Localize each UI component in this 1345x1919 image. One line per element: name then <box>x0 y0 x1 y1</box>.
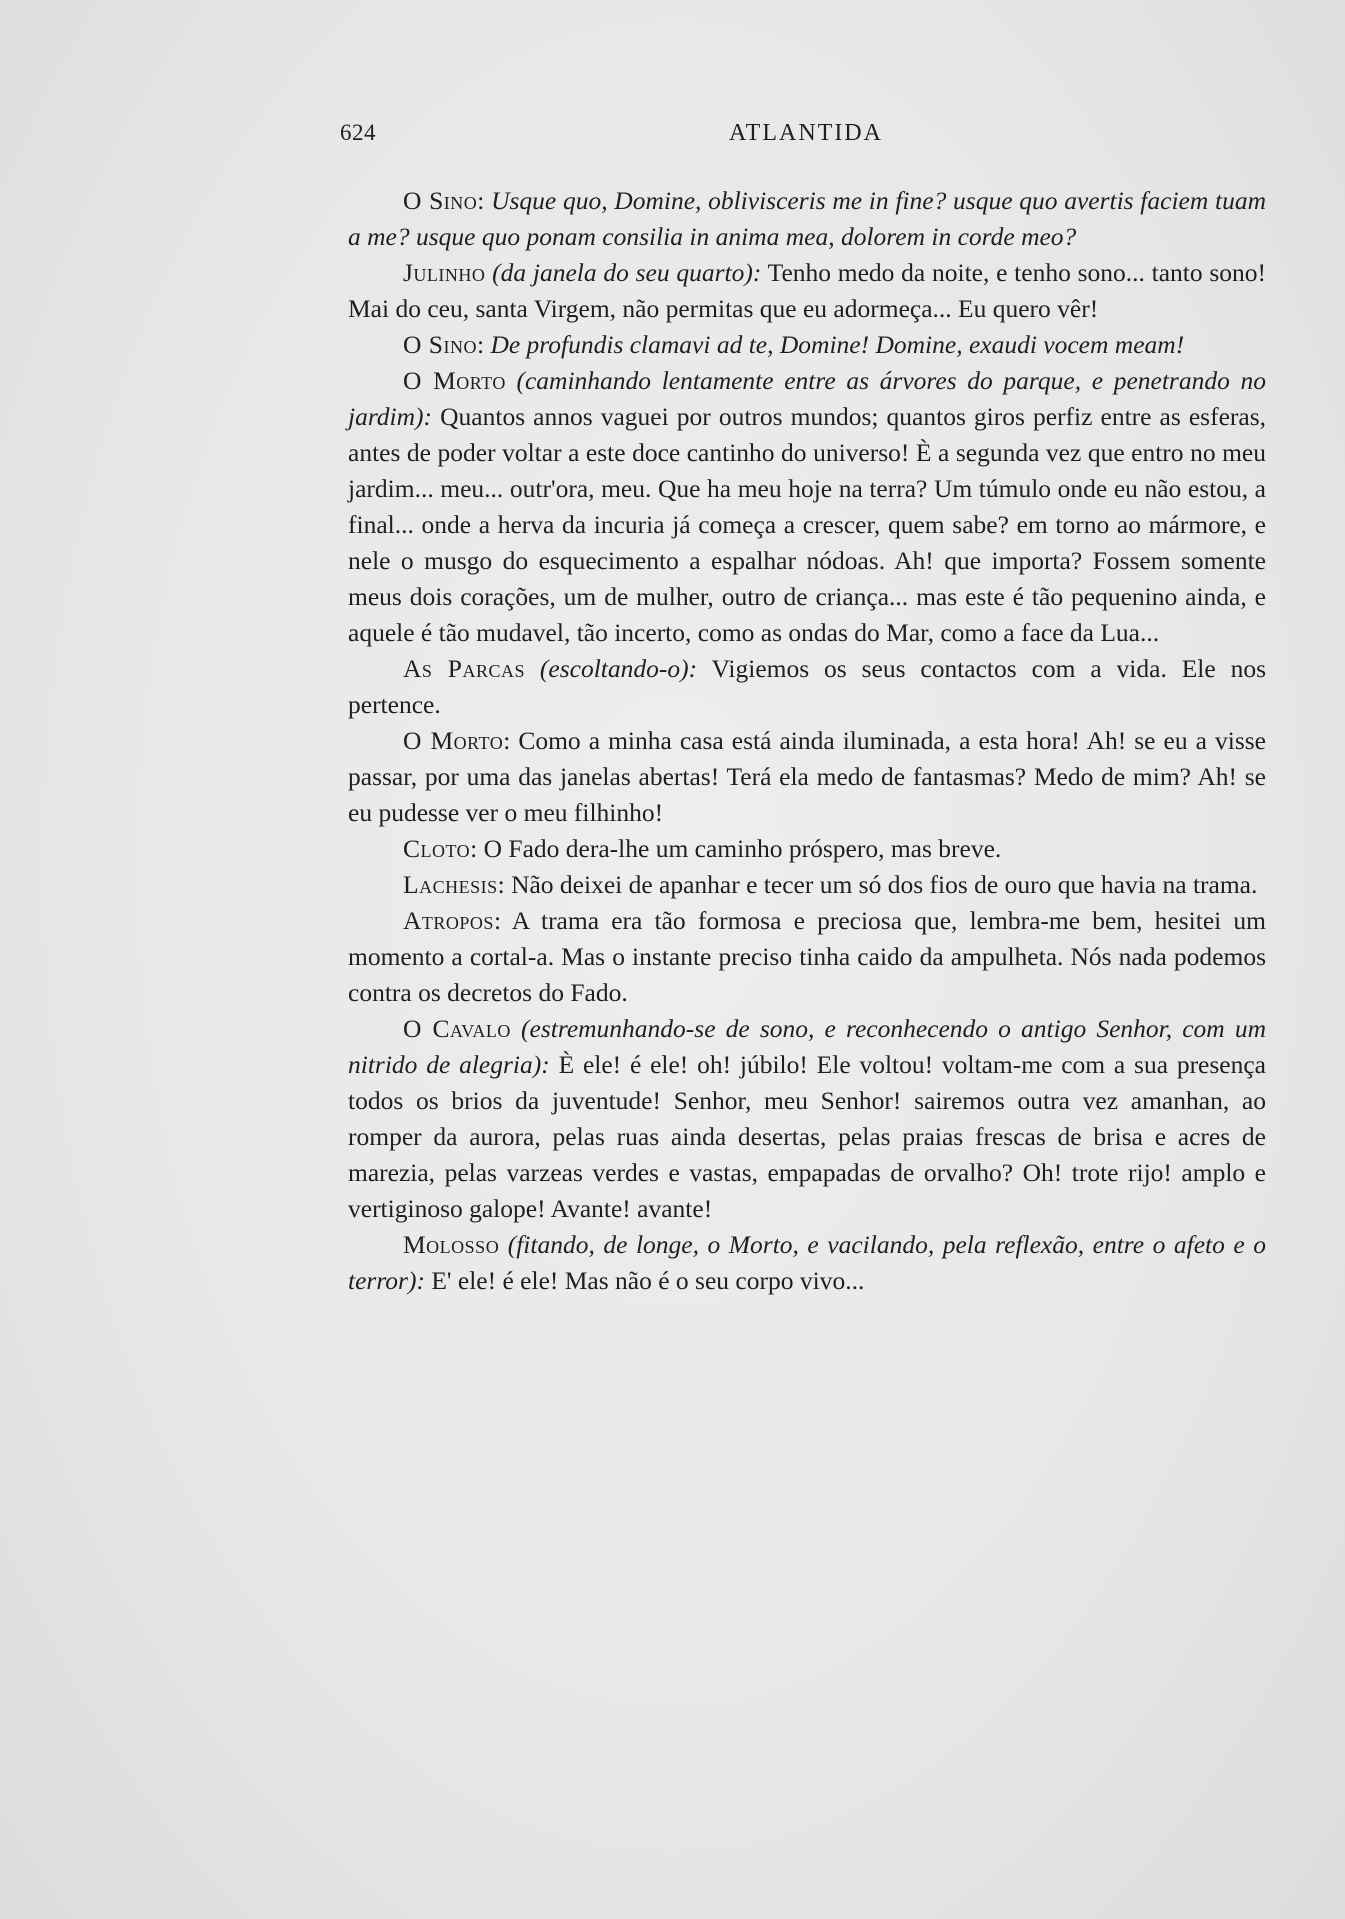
speech: A trama era tão formosa e preciosa que, lembra-me bem, hesitei um momento a cortal-a. Mas o instante preciso tinha caido da ampulheta. Nós nada podemos contra os decretos do Fado. <box>348 906 1266 1007</box>
dialogue-paragraph <box>348 723 1266 831</box>
dialogue-paragraph <box>348 1011 1266 1227</box>
stage-direction: (caminhando lentamente entre as árvores do parque, e penetrando no jardim): <box>348 366 1267 431</box>
dialogue-paragraph <box>348 183 1266 255</box>
stage-direction: (escoltando-o): <box>539 654 698 683</box>
speaker-name: Cloto <box>403 834 471 863</box>
speech: È ele! é ele! oh! júbilo! Ele voltou! voltam-me com a sua presença todos os brios da juventude! Senhor, meu Senhor! sairemos outra vez amanhan, ao romper da aurora, pelas ruas ainda desertas, pelas praias frescas de brisa e acres de marezia, pelas varzeas verdes e vastas, empapadas de orvalho? Oh! trote rijo! amplo e vertiginoso galope! Avante! avante! <box>348 1050 1267 1223</box>
dialogue-paragraph <box>348 831 1266 867</box>
dialogue-paragraph <box>348 363 1266 651</box>
speaker-name: O Cavalo <box>403 1014 511 1043</box>
dialogue-paragraph <box>348 1227 1266 1299</box>
dialogue-paragraph <box>348 651 1266 723</box>
separator: : <box>503 726 519 755</box>
page-header <box>340 120 1272 160</box>
dialogue-text <box>348 183 1266 1299</box>
speech: E' ele! é ele! Mas não é o seu corpo vivo... <box>431 1266 865 1295</box>
running-title: ATLANTIDA <box>729 120 883 146</box>
separator: : <box>476 330 491 359</box>
speaker-name: Lachesis <box>403 870 498 899</box>
separator <box>697 654 711 683</box>
dialogue-paragraph <box>348 327 1266 363</box>
speaker-name: Atropos <box>403 906 494 935</box>
latin-speech: De profundis clamavi ad te, Domine! Domine, exaudi vocem meam! <box>490 330 1185 359</box>
speaker-name: O Sino <box>403 330 477 359</box>
speech: Como a minha casa está ainda iluminada, a esta hora! Ah! se eu a visse passar, por uma das janelas abertas! Terá ela medo de fantasmas? Medo de mim? Ah! se eu pudesse ver o meu filhinho! <box>348 726 1266 827</box>
dialogue-paragraph <box>348 867 1266 903</box>
separator <box>432 402 440 431</box>
separator: : <box>470 834 484 863</box>
stage-direction: (da janela do seu quarto): <box>492 258 762 287</box>
dialogue-paragraph <box>348 255 1266 327</box>
stage-direction: (estremunhando-se de sono, e reconhecendo o antigo Senhor, com um nitrido de alegria): <box>348 1014 1267 1079</box>
speaker-name: O Morto <box>403 726 504 755</box>
speech: Tenho medo da noite, e tenho sono... tanto sono! Mai do ceu, santa Virgem, não permitas que eu adormeça... Eu quero vêr! <box>348 258 1267 323</box>
speaker-name: As Parcas <box>403 654 526 683</box>
speaker-name: O Morto <box>403 366 506 395</box>
speech: O Fado dera-lhe um caminho próspero, mas breve. <box>483 834 1002 863</box>
speech: Não deixei de apanhar e tecer um só dos fios de ouro que havia na trama. <box>511 870 1258 899</box>
stage-direction: (fitando, de longe, o Morto, e vacilando, pela reflexão, entre o afeto e o terror): <box>348 1230 1266 1295</box>
speaker-name: O Sino <box>403 186 478 215</box>
separator: : <box>477 186 492 215</box>
separator <box>550 1050 559 1079</box>
separator: : <box>493 906 512 935</box>
speaker-name: Molosso <box>403 1230 500 1259</box>
separator: : <box>497 870 512 899</box>
latin-speech: Usque quo, Domine, oblivisceris me in fine? usque quo avertis faciem tuam a me? usque quo ponam consilia in anima mea, dolorem in corde meo? <box>348 186 1266 251</box>
speaker-name: Julinho <box>403 258 486 287</box>
page-number: 624 <box>340 120 376 145</box>
speech: Quantos annos vaguei por outros mundos; quantos giros perfiz entre as esferas, antes de poder voltar a este doce cantinho do universo! È a segunda vez que entro no meu jardim... meu... outr'ora, meu. Que ha meu hoje na terra? Um túmulo onde eu não estou, a final... onde a herva da incuria já começa a crescer, quem sabe? em torno ao mármore, e nele o musgo do esquecimento a espalhar nódoas. Ah! que importa? Fossem somente meus dois corações, um de mulher, outro de criança... mas este é tão pequenino ainda, e aquele é tão mudavel, tão incerto, como as ondas do Mar, como a face da Lua... <box>348 402 1267 647</box>
dialogue-paragraph <box>348 903 1266 1011</box>
speech: Vigiemos os seus contactos com a vida. Ele nos pertence. <box>348 654 1266 719</box>
